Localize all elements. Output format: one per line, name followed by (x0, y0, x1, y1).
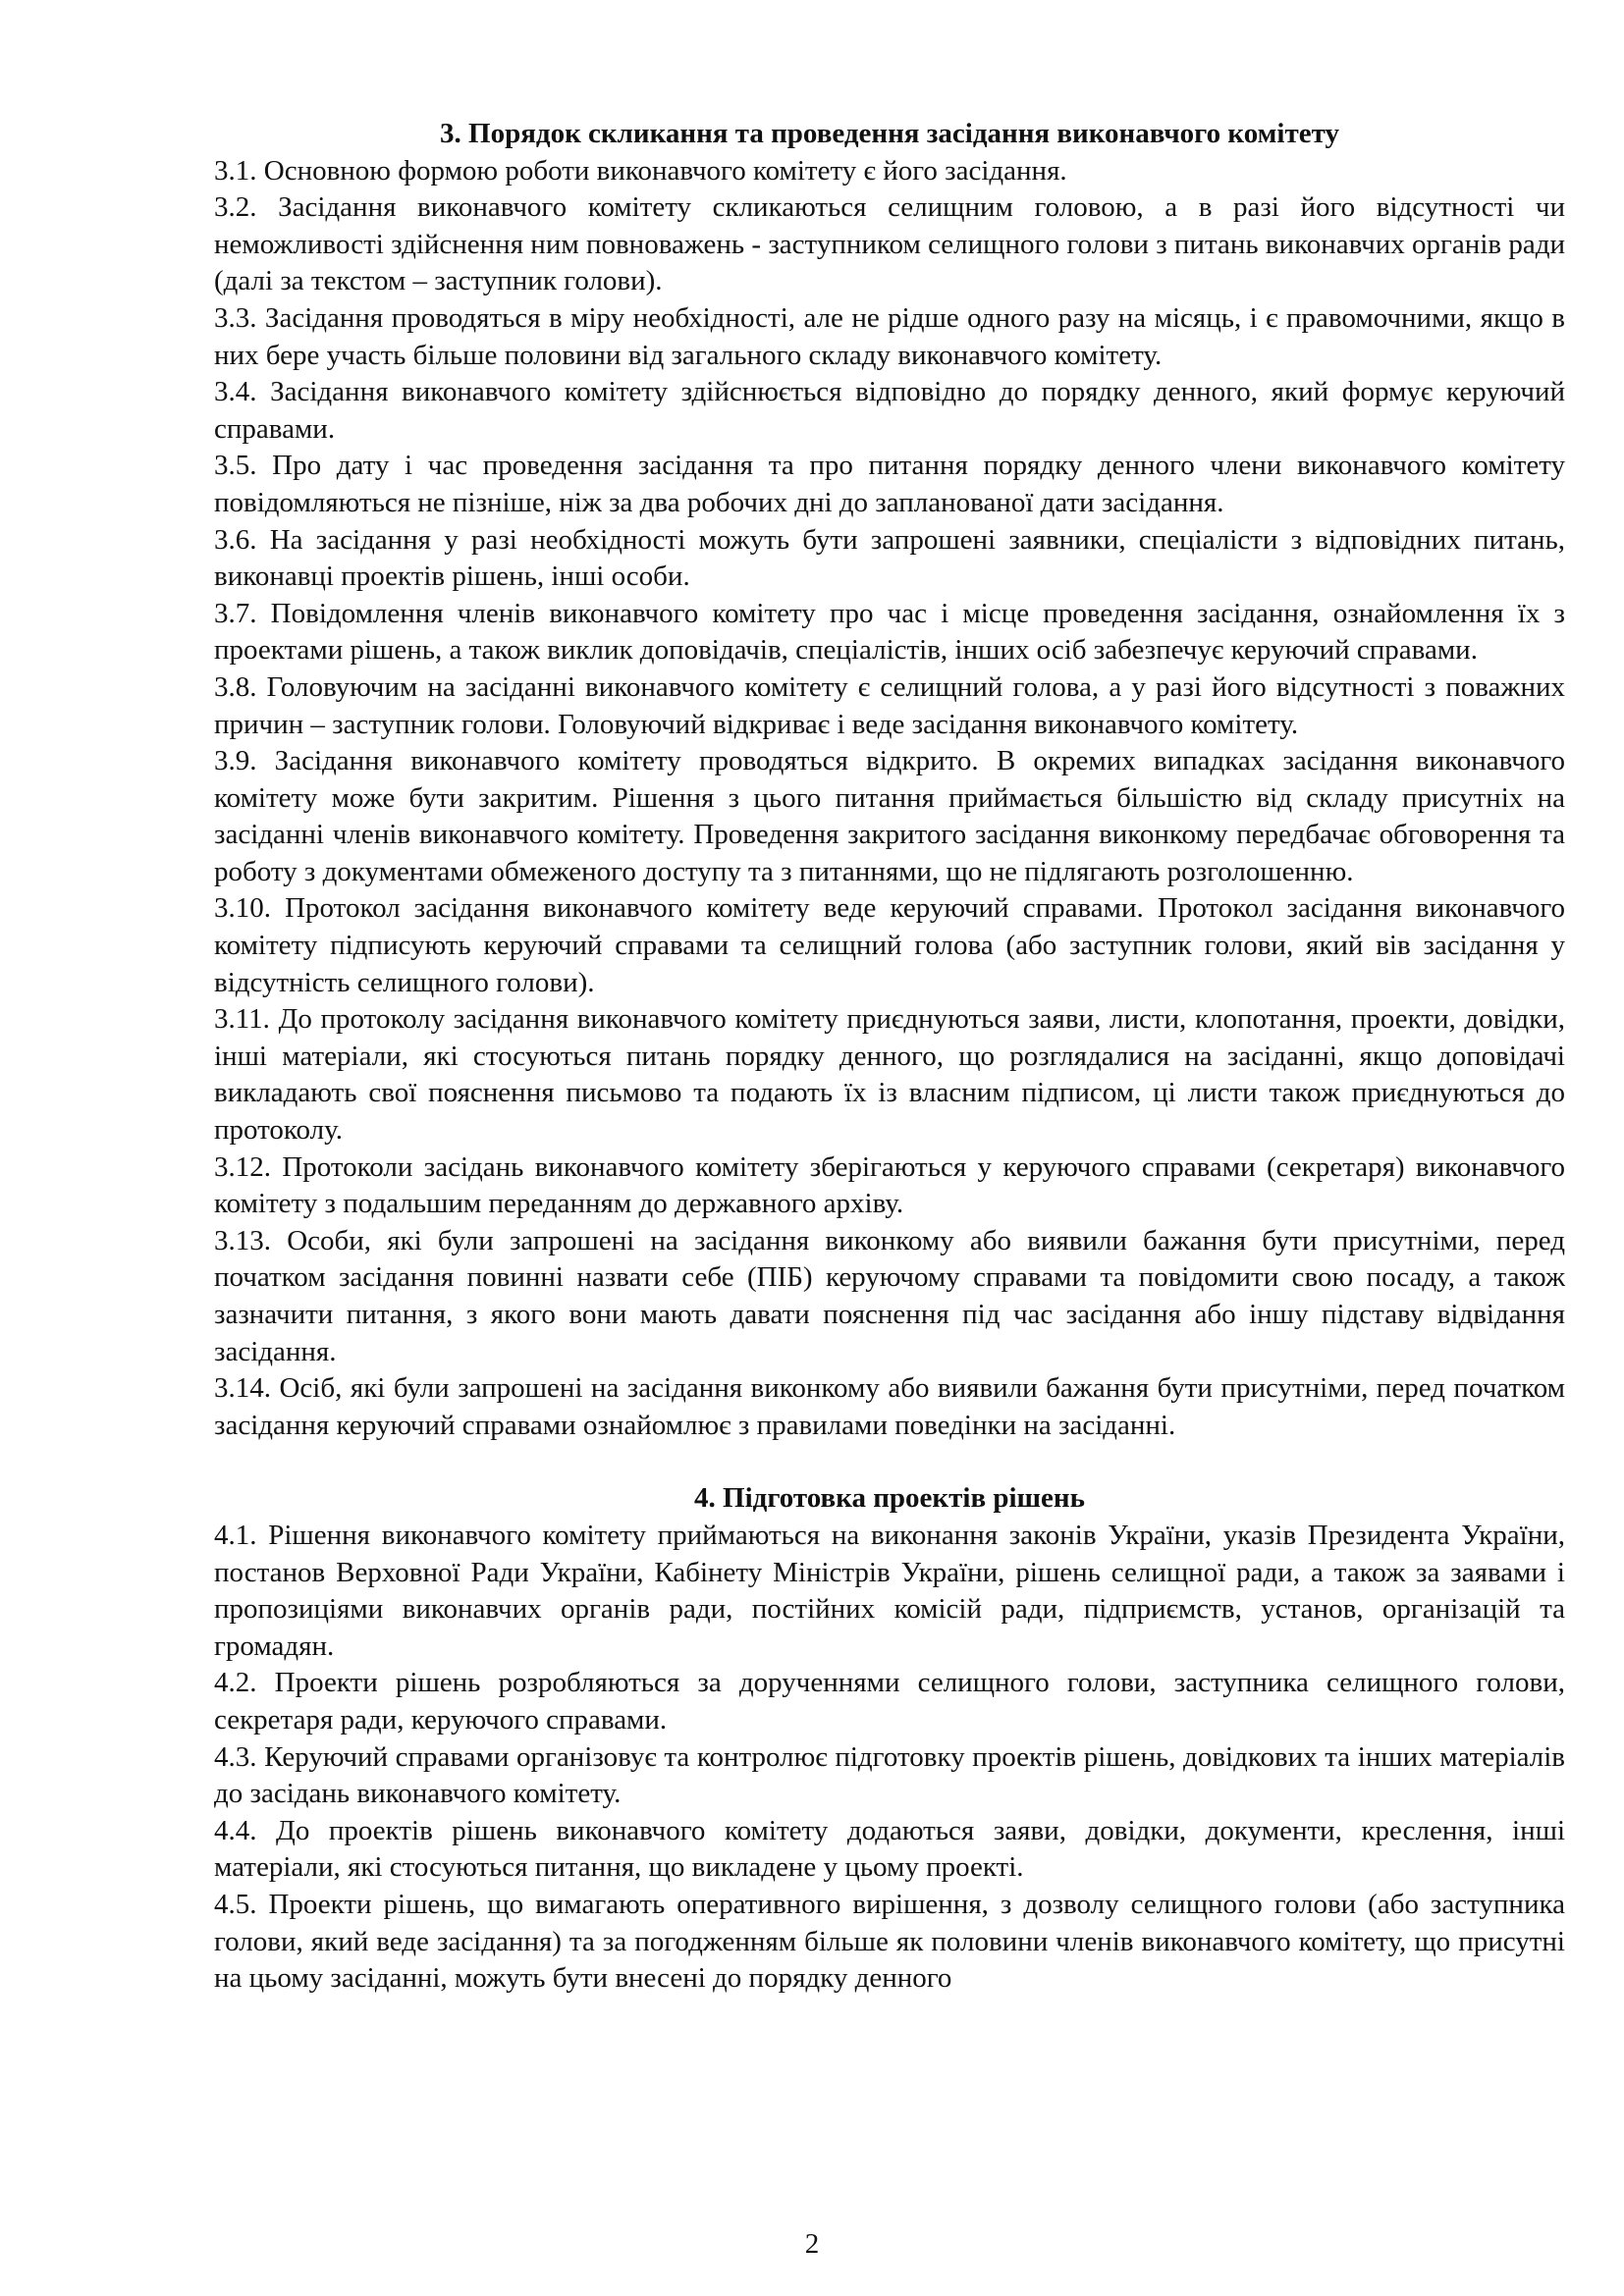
paragraph-3-2: 3.2. Засідання виконавчого комітету скликаються селищним головою, а в разі його відсутності чи неможливості здійснення ним повноважень - заступником селищного голови з питань виконавчих органів ради (далі за текстом – заступник голови). (214, 191, 1565, 297)
paragraph-3-12: 3.12. Протоколи засідань виконавчого комітету зберігаються у керуючого справами (секретаря) виконавчого комітету з подальшим переданням до державного архіву. (214, 1150, 1565, 1220)
paragraph-3-8: 3.8. Головуючим на засіданні виконавчого комітету є селищний голова, а у разі його відсутності з поважних причин – заступник голови. Головуючий відкриває і веде засідання виконавчого комітету. (214, 670, 1565, 740)
paragraph-3-4: 3.4. Засідання виконавчого комітету здійснюється відповідно до порядку денного, який формує керуючий справами. (214, 376, 1565, 445)
paragraph-3-3: 3.3. Засідання проводяться в міру необхідності, але не рідше одного разу на місяць, і є правомочними, якщо в них бере участь більше половини від загального складу виконавчого комітету. (214, 301, 1565, 371)
page-number: 2 (804, 2228, 820, 2260)
document-page (214, 116, 1565, 1998)
paragraph-4-2: 4.2. Проекти рішень розробляються за дорученнями селищного голови, заступника селищного голови, секретаря ради, керуючого справами. (214, 1667, 1565, 1735)
paragraph-3-13: 3.13. Особи, які були запрошені на засідання виконкому або виявили бажання бути присутніми, перед початком засідання повинні назвати себе (ПІБ) керуючому справами та повідомити свою посаду, а також зазначити питання, з якого вони мають давати пояснення під час засідання або іншу підставу відвідання засідання. (214, 1224, 1565, 1367)
paragraph-4-5: 4.5. Проекти рішень, що вимагають оперативного вирішення, з дозволу селищного голови (або заступника голови, який веде засідання) та за погодженням більше як половини членів виконавчого комітету, що присутні на цьому засіданні, можуть бути внесені до порядку денного (214, 1888, 1565, 1995)
paragraph-3-5: 3.5. Про дату і час проведення засідання та про питання порядку денного члени виконавчого комітету повідомляються не пізніше, ніж за два робочих дні до запланованої дати засідання. (214, 450, 1565, 518)
paragraph-4-1: 4.1. Рішення виконавчого комітету приймаються на виконання законів України, указів Президента України, постанов Верховної Ради України, Кабінету Міністрів України, рішень селищної ради, а також за заявами і пропозиціями виконавчих органів ради, постійних комісій ради, підприємств, установ, організацій та громадян. (214, 1519, 1565, 1662)
paragraph-3-10: 3.10. Протокол засідання виконавчого комітету веде керуючий справами. Протокол засідання виконавчого комітету підписують керуючий справами та селищний голова (або заступник голови, який вів засідання у відсутність селищного голови). (214, 892, 1565, 998)
section-spacer (214, 1444, 1565, 1480)
paragraph-4-4: 4.4. До проектів рішень виконавчого комітету додаються заяви, довідки, документи, креслення, інші матеріали, які стосуються питання, що викладене у цьому проекті. (214, 1814, 1565, 1884)
paragraph-3-11: 3.11. До протоколу засідання виконавчого комітету приєднуються заяви, листи, клопотання, проекти, довідки, інші матеріали, які стосуються питань порядку денного, що розглядалися на засіданні, якщо доповідачі викладають свої пояснення письмово та подають їх із власним підписом, ці листи також приєднуються до протоколу. (214, 1003, 1565, 1147)
paragraph-3-14: 3.14. Осіб, які були запрошені на засідання виконкому або виявили бажання бути присутніми, перед початком засідання керуючий справами ознайомлює з правилами поведінки на засіданні. (214, 1372, 1565, 1441)
paragraph-4-3: 4.3. Керуючий справами організовує та контролює підготовку проектів рішень, довідкових та інших матеріалів до засідань виконавчого комітету. (214, 1740, 1565, 1810)
section-3-title: 3. Порядок скликання та проведення засідання виконавчого комітету (440, 118, 1339, 149)
section-4-title: 4. Підготовка проектів рішень (694, 1482, 1085, 1515)
paragraph-3-6: 3.6. На засідання у разі необхідності можуть бути запрошені заявники, спеціалісти з відповідних питань, виконавці проектів рішень, інші особи. (214, 523, 1565, 593)
paragraph-3-1: 3.1. Основною формою роботи виконавчого комітету є його засідання. (214, 154, 1067, 187)
paragraph-3-7: 3.7. Повідомлення членів виконавчого комітету про час і місце проведення засідання, ознайомлення їх з проектами рішень, а також виклик доповідачів, спеціалістів, інших осіб забезпечує керуючий справами. (214, 597, 1565, 667)
paragraph-3-9: 3.9. Засідання виконавчого комітету проводяться відкрито. В окремих випадках засідання виконавчого комітету може бути закритим. Рішення з цього питання приймається більшістю від складу присутніх на засіданні членів виконавчого комітету. Проведення закритого засідання виконкому передбачає обговорення та роботу з документами обмеженого доступу та з питаннями, що не підлягають розголошенню. (214, 745, 1565, 887)
